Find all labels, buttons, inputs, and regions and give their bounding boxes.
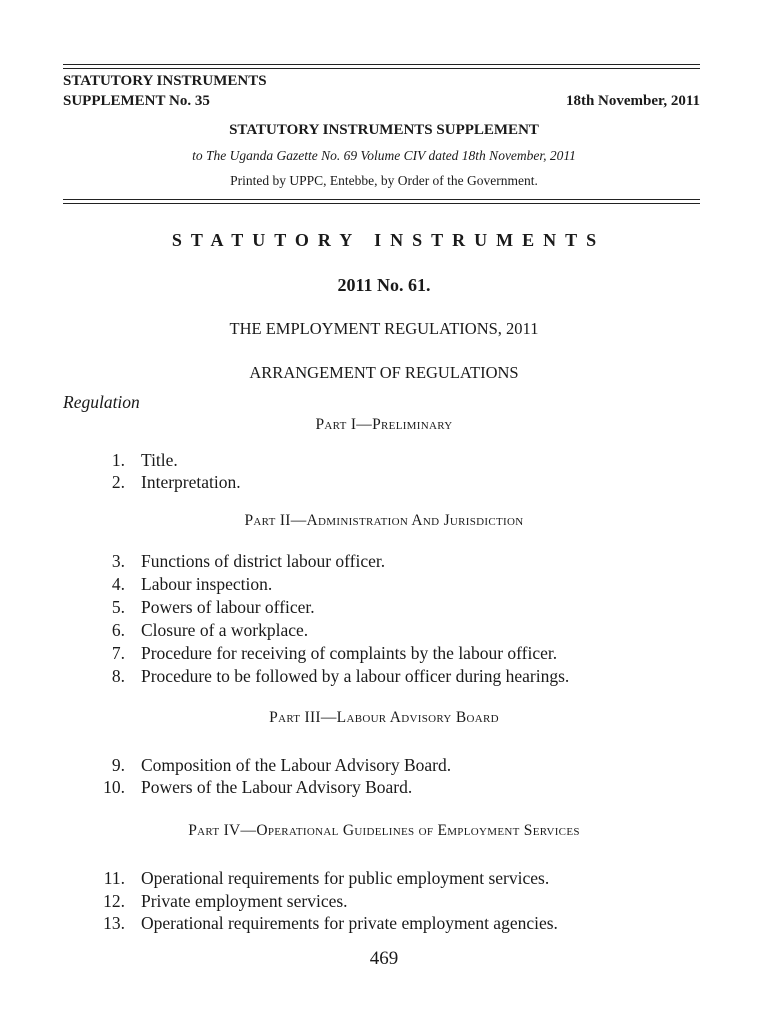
regulations-name: THE EMPLOYMENT REGULATIONS, 2011 bbox=[229, 319, 539, 338]
list-item bbox=[85, 574, 272, 595]
list-item bbox=[85, 597, 315, 618]
header-left-line2: SUPPLEMENT No. 35 bbox=[63, 93, 210, 109]
item-text: Labour inspection. bbox=[141, 574, 273, 594]
list-item bbox=[85, 777, 412, 798]
item-number: 9. bbox=[111, 755, 125, 775]
list-item bbox=[85, 666, 569, 687]
item-number: 12. bbox=[103, 891, 125, 911]
list-item bbox=[85, 868, 549, 889]
part-heading: Part III—Labour Advisory Board bbox=[269, 709, 499, 726]
item-text: Composition of the Labour Advisory Board. bbox=[141, 755, 452, 775]
header-rule-1 bbox=[63, 199, 700, 200]
item-text: Operational requirements for public employment services. bbox=[141, 868, 550, 888]
arrangement-heading: ARRANGEMENT OF REGULATIONS bbox=[249, 363, 519, 382]
item-text: Functions of district labour officer. bbox=[141, 551, 386, 571]
part-heading: Part IV—Operational Guidelines of Employment Services bbox=[188, 822, 580, 839]
item-number: 7. bbox=[111, 643, 125, 663]
item-number: 2. bbox=[111, 472, 125, 492]
item-number: 8. bbox=[111, 666, 125, 686]
part-heading: Part I—Preliminary bbox=[315, 416, 453, 433]
page-heading: STATUTORY INSTRUMENTS bbox=[171, 230, 606, 250]
header-rule-2 bbox=[63, 203, 700, 204]
regulation-label: Regulation bbox=[63, 392, 140, 412]
list-item bbox=[85, 472, 241, 493]
item-number: 10. bbox=[103, 777, 125, 797]
list-item bbox=[85, 450, 178, 471]
part-heading: Part II—Administration And Jurisdiction bbox=[244, 512, 524, 529]
item-text: Powers of the Labour Advisory Board. bbox=[141, 777, 413, 797]
instrument-number: 2011 No. 61. bbox=[337, 275, 431, 295]
list-item bbox=[85, 643, 557, 664]
top-rule-1 bbox=[63, 64, 700, 65]
item-text: Private employment services. bbox=[141, 891, 348, 911]
item-number: 5. bbox=[111, 597, 125, 617]
top-rule-2 bbox=[63, 68, 700, 69]
item-text: Powers of labour officer. bbox=[141, 597, 315, 617]
item-number: 1. bbox=[111, 450, 125, 470]
list-item bbox=[85, 913, 558, 934]
item-number: 11. bbox=[103, 868, 125, 888]
page-number: 469 bbox=[369, 948, 399, 969]
item-text: Operational requirements for private employment agencies. bbox=[141, 913, 558, 933]
item-text: Interpretation. bbox=[141, 472, 241, 492]
item-number: 6. bbox=[111, 620, 125, 640]
header-date: 18th November, 2011 bbox=[565, 93, 700, 109]
list-item bbox=[85, 891, 348, 912]
item-number: 13. bbox=[103, 913, 125, 933]
list-item bbox=[85, 620, 308, 641]
supplement-title: STATUTORY INSTRUMENTS SUPPLEMENT bbox=[229, 122, 539, 138]
printed-by: Printed by UPPC, Entebbe, by Order of the Government. bbox=[230, 173, 538, 188]
item-number: 3. bbox=[111, 551, 125, 571]
item-text: Procedure for receiving of complaints by the labour officer. bbox=[141, 643, 558, 663]
list-item bbox=[85, 755, 451, 776]
item-text: Procedure to be followed by a labour officer during hearings. bbox=[141, 666, 570, 686]
item-number: 4. bbox=[111, 574, 125, 594]
item-text: Closure of a workplace. bbox=[141, 620, 309, 640]
header-left-line1: STATUTORY INSTRUMENTS bbox=[63, 73, 267, 89]
item-text: Title. bbox=[141, 450, 178, 470]
list-item bbox=[85, 551, 385, 572]
gazette-line: to The Uganda Gazette No. 69 Volume CIV dated 18th November, 2011 bbox=[192, 148, 576, 163]
